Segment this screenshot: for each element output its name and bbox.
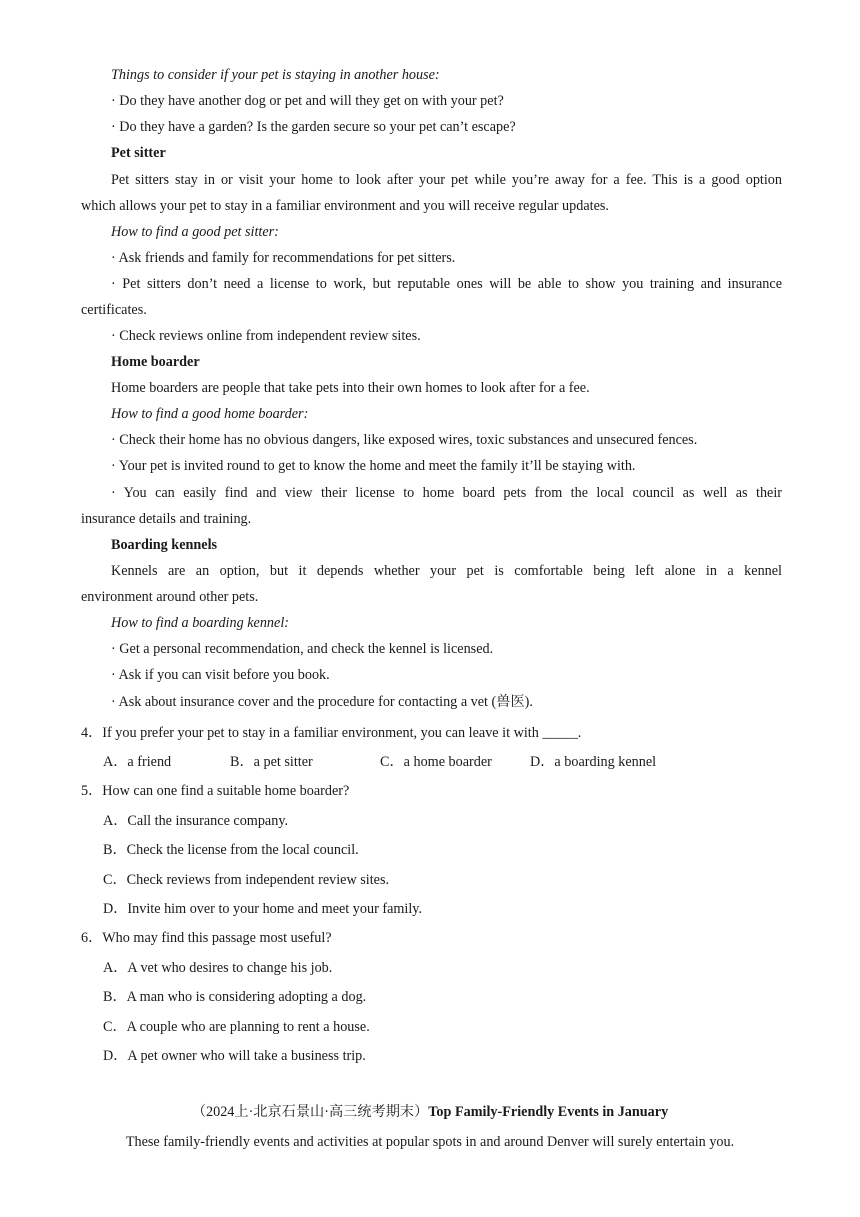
pet-sitter-bullet-3: · Check reviews online from independent review sites. (111, 328, 421, 344)
question-4-option-b: B．a pet sitter (230, 754, 313, 770)
question-5-option-c: C．Check reviews from independent review sites. (103, 872, 390, 888)
home-boarder-bullet-2: · Your pet is invited round to get to know the home and meet the family it’ll be staying with. (111, 458, 636, 474)
boarding-kennels-howto-heading: How to find a boarding kennel: (111, 615, 289, 631)
next-passage-intro: These family-friendly events and activities at popular spots in and around Denver will surely entertain you. (125, 1134, 735, 1150)
question-5-option-d: D．Invite him over to your home and meet your family. (103, 901, 423, 917)
question-6-option-a: A．A vet who desires to change his job. (103, 960, 333, 976)
next-passage-title-line (0, 1103, 860, 1121)
pet-sitter-bullet-1: · Ask friends and family for recommendations for pet sitters. (111, 250, 456, 266)
pet-sitter-bullet-2-line-2: certificates. (81, 302, 147, 318)
question-4-option-a: A．a friend (103, 754, 172, 770)
house-bullet-1: · Do they have another dog or pet and will they get on with your pet? (111, 93, 504, 109)
boarding-kennels-heading: Boarding kennels (111, 537, 218, 553)
question-5-option-a: A．Call the insurance company. (103, 813, 289, 829)
house-bullet-2: · Do they have a garden? Is the garden secure so your pet can’t escape? (111, 119, 516, 135)
boarding-kennels-bullet-2: · Ask if you can visit before you book. (111, 667, 330, 683)
pet-sitter-paragraph-line-1: Pet sitters stay in or visit your home to look after your pet while you’re away for a fee. This is a good option (111, 172, 782, 188)
home-boarder-paragraph: Home boarders are people that take pets into their own homes to look after for a fee. (111, 380, 590, 396)
question-4-option-d: D．a boarding kennel (530, 754, 657, 770)
question-5-option-b: B．Check the license from the local council. (103, 842, 359, 858)
question-6-stem: 6．Who may find this passage most useful? (81, 930, 332, 946)
pet-sitter-howto-heading: How to find a good pet sitter: (111, 224, 279, 240)
question-6-option-c: C．A couple who are planning to rent a house. (103, 1019, 370, 1035)
next-passage-title: Top Family-Friendly Events in January (428, 1104, 669, 1120)
question-6-option-b: B．A man who is considering adopting a dog. (103, 989, 367, 1005)
next-passage-source: （2024上·北京石景山·高三统考期末） (191, 1104, 429, 1120)
home-boarder-howto-heading: How to find a good home boarder: (111, 406, 309, 422)
boarding-kennels-bullet-1: · Get a personal recommendation, and check the kennel is licensed. (111, 641, 494, 657)
home-boarder-bullet-3-line-1: · You can easily find and view their license to home board pets from the local council as well as their (111, 485, 782, 501)
home-boarder-heading: Home boarder (111, 354, 200, 370)
home-boarder-bullet-3-line-2: insurance details and training. (81, 511, 252, 527)
question-4-stem: 4．If you prefer your pet to stay in a familiar environment, you can leave it with _____. (81, 725, 582, 741)
pet-sitter-heading: Pet sitter (111, 145, 166, 161)
home-boarder-bullet-1: · Check their home has no obvious dangers, like exposed wires, toxic substances and unsecured fences. (111, 432, 698, 448)
boarding-kennels-bullet-3: · Ask about insurance cover and the procedure for contacting a vet (兽医). (111, 694, 533, 710)
house-considerations-heading: Things to consider if your pet is staying in another house: (111, 67, 440, 83)
question-6-option-d: D．A pet owner who will take a business trip. (103, 1048, 366, 1064)
question-4-option-c: C．a home boarder (380, 754, 492, 770)
pet-sitter-bullet-2-line-1: · Pet sitters don’t need a license to work, but reputable ones will be able to show you training and insurance (111, 276, 782, 292)
boarding-kennels-paragraph-line-2: environment around other pets. (81, 589, 259, 605)
question-5-stem: 5．How can one find a suitable home boarder? (81, 783, 350, 799)
boarding-kennels-paragraph-line-1: Kennels are an option, but it depends whether your pet is comfortable being left alone in a kennel (111, 563, 782, 579)
pet-sitter-paragraph-line-2: which allows your pet to stay in a familiar environment and you will receive regular updates. (81, 198, 609, 214)
